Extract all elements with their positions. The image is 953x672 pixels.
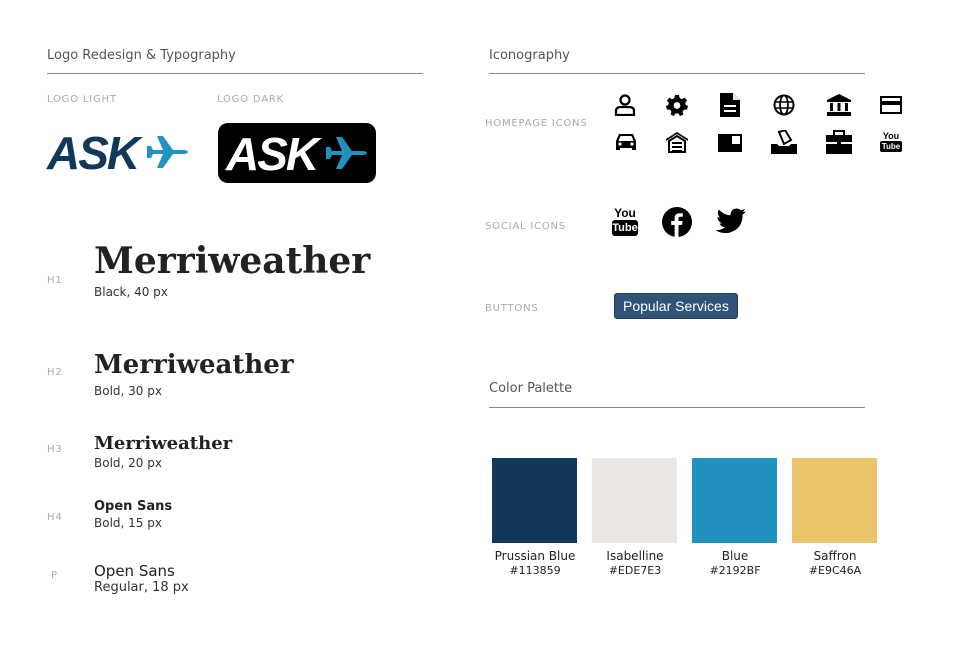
p-tag: P [51, 570, 58, 581]
h1-sample: Merriweather [94, 240, 371, 282]
youtube-icon [880, 131, 902, 152]
h2-sample: Merriweather [94, 350, 294, 380]
h3-desc: Bold, 20 px [94, 456, 162, 470]
h4-desc: Bold, 15 px [94, 516, 162, 530]
youtube-icon[interactable] [612, 207, 638, 236]
h4-sample: Open Sans [94, 499, 173, 514]
person-icon [614, 94, 636, 116]
swatch-hex: #113859 [509, 564, 561, 577]
gear-icon [666, 94, 688, 116]
airplane-icon [147, 134, 191, 170]
left-divider [47, 73, 423, 74]
h1-tag: H1 [47, 275, 63, 286]
buttons-label: BUTTONS [485, 303, 539, 314]
youtube-tube-text: Tube [881, 142, 901, 151]
swatch-color [692, 458, 777, 543]
swatch-blue [692, 458, 777, 543]
document-icon [720, 93, 740, 117]
logo-light-text: ASK [47, 127, 139, 179]
swatch-name: Saffron [813, 549, 857, 563]
facebook-icon[interactable] [662, 207, 692, 237]
swatch-hex: #2192BF [709, 564, 761, 577]
globe-icon [773, 94, 795, 116]
h2-desc: Bold, 30 px [94, 384, 162, 398]
h4-tag: H4 [47, 512, 63, 523]
logo-dark-text: ASK [226, 128, 318, 180]
swatch-prussian-blue [492, 458, 577, 543]
swatch-color [492, 458, 577, 543]
logo-light-label: LOGO LIGHT [47, 94, 117, 105]
h1-desc: Black, 40 px [94, 285, 168, 299]
swatch-color [592, 458, 677, 543]
credit-card-icon [880, 96, 902, 114]
iconography-title: Iconography [489, 48, 570, 63]
h3-tag: H3 [47, 444, 63, 455]
logo-light [47, 127, 197, 179]
swatch-hex: #EDE7E3 [608, 564, 662, 577]
popular-services-button[interactable]: Popular Services [614, 293, 738, 319]
logo-dark-label: LOGO DARK [217, 94, 284, 105]
bank-icon [827, 94, 851, 116]
right-divider [489, 73, 865, 74]
color-palette-title: Color Palette [489, 381, 573, 396]
logo-typography-title: Logo Redesign & Typography [47, 48, 236, 63]
swatch-name: Prussian Blue [494, 549, 576, 563]
swatch-isabelline [592, 458, 677, 543]
homepage-icons-label: HOMEPAGE ICONS [485, 118, 588, 129]
swatch-hex: #E9C46A [808, 564, 862, 577]
h3-sample: Merriweather [94, 433, 233, 454]
garage-icon [666, 131, 688, 153]
briefcase-icon [826, 130, 852, 154]
social-icons-label: SOCIAL ICONS [485, 221, 566, 232]
youtube-tube-text: Tube [612, 222, 638, 234]
swatch-name: Isabelline [606, 549, 664, 563]
p-sample: Open Sans [94, 562, 175, 580]
swatch-saffron [792, 458, 877, 543]
youtube-you-text: You [882, 131, 900, 141]
logo-dark [218, 123, 376, 183]
youtube-you-text: You [614, 206, 636, 220]
swatch-name: Blue [721, 549, 749, 563]
h2-tag: H2 [47, 367, 63, 378]
twitter-icon[interactable] [714, 208, 746, 236]
airplane-icon [326, 135, 370, 171]
flag-icon [718, 134, 742, 152]
swatch-color [792, 458, 877, 543]
palette-divider [489, 407, 865, 408]
car-icon [615, 132, 637, 152]
p-desc: Regular, 18 px [94, 580, 189, 595]
vote-icon [771, 130, 797, 154]
